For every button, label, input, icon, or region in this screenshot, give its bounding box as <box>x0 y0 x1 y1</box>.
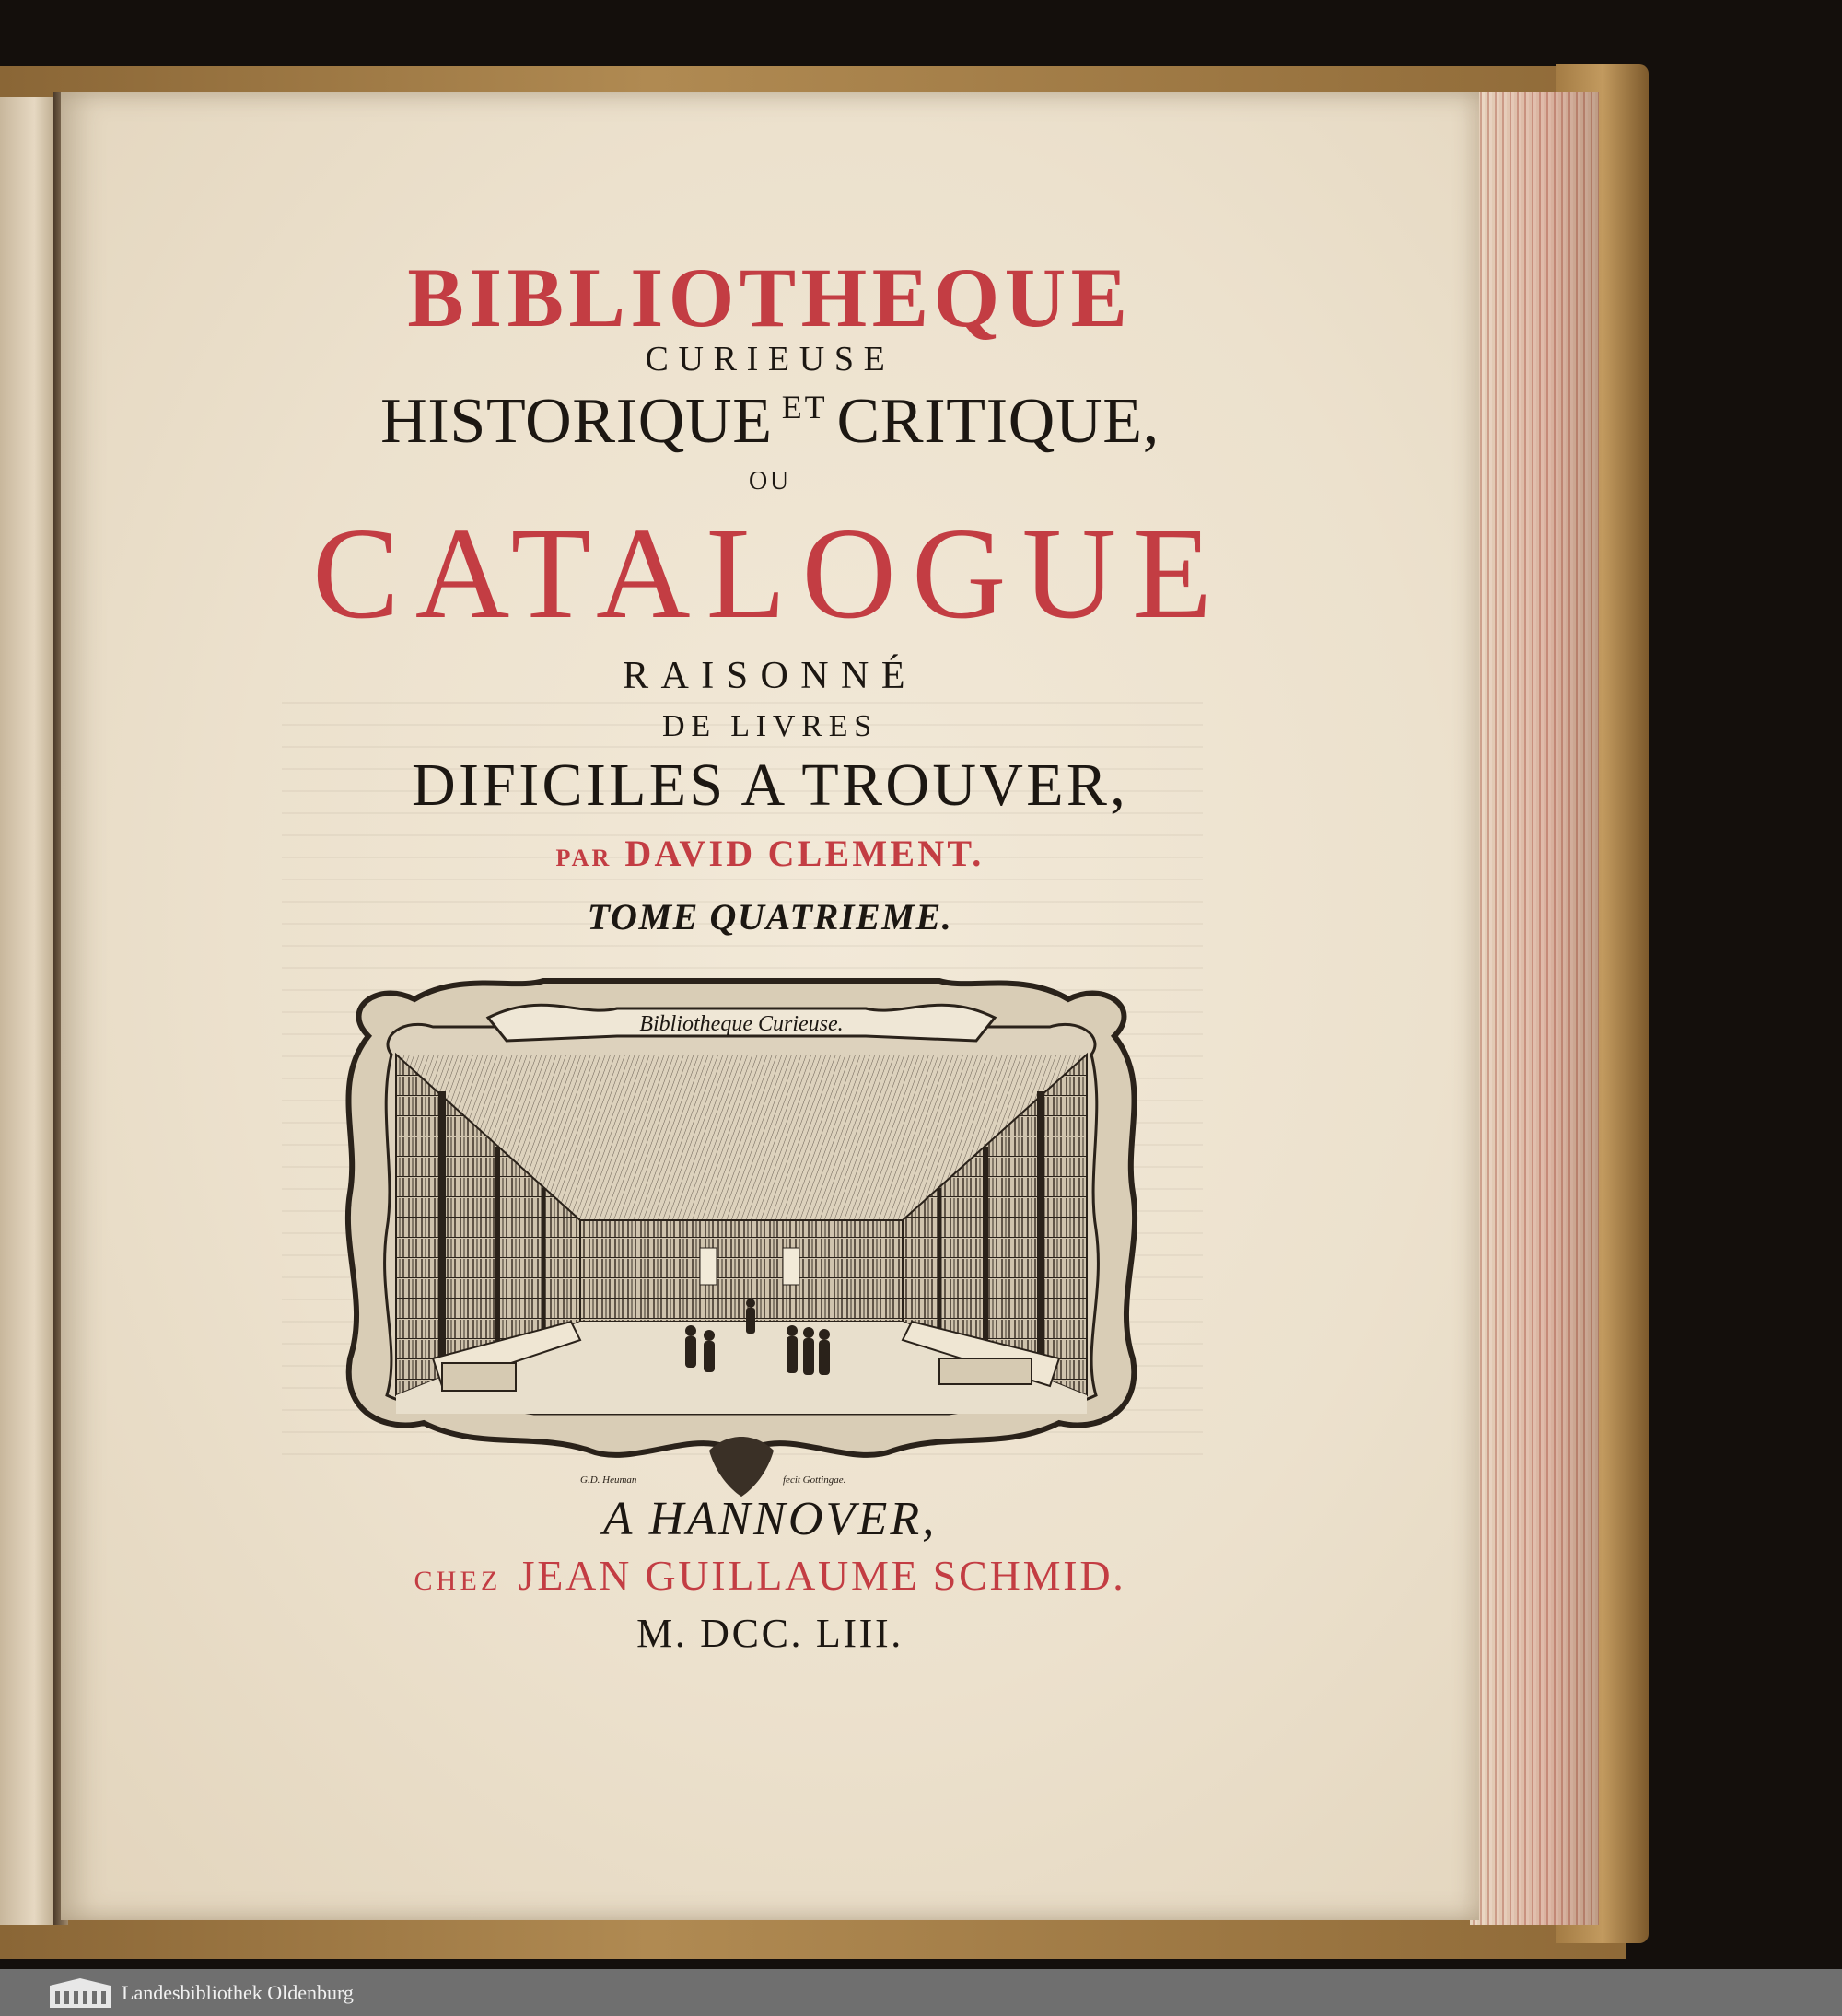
word-et: ET <box>781 389 828 425</box>
left-page-edge <box>0 97 59 1925</box>
author-line <box>61 832 1479 875</box>
engraver-credit-left: G.D. Heuman <box>580 1474 637 1486</box>
title-page <box>61 92 1479 1920</box>
imprint-place: A HANNOVER, <box>602 1493 938 1545</box>
imprint-year: M. DCC. LIII. <box>636 1611 904 1656</box>
library-building-icon <box>48 1976 112 2010</box>
word-par: PAR <box>555 845 612 871</box>
word-historique: HISTORIQUE <box>380 386 773 457</box>
line-dificiles: DIFICILES A TROUVER, <box>411 752 1128 819</box>
banner-text: Bibliotheque Curieuse. <box>639 1012 844 1036</box>
footer-bar <box>0 1969 1842 2016</box>
subtitle-historique-critique <box>61 385 1479 459</box>
imprint-publisher <box>61 1551 1479 1600</box>
publisher-name: JEAN GUILLAUME SCHMID. <box>518 1552 1126 1599</box>
word-critique: CRITIQUE, <box>836 386 1160 457</box>
title-bibliotheque: BIBLIOTHEQUE <box>407 251 1133 344</box>
word-raisonne: RAISONNÉ <box>623 655 917 697</box>
line-de-livres: DE LIVRES <box>661 709 879 743</box>
library-engraving <box>304 953 1179 1497</box>
title-catalogue: CATALOGUE <box>312 500 1228 646</box>
engraver-credit-right: fecit Gottingae. <box>783 1474 846 1486</box>
subtitle-curieuse: CURIEUSE <box>645 340 895 379</box>
word-ou: OU <box>748 467 792 495</box>
page-fore-edge <box>1470 92 1599 1925</box>
author-name: DAVID CLEMENT. <box>624 833 985 874</box>
footer-label: Landesbibliothek Oldenburg <box>122 1980 354 2004</box>
volume-line: TOME QUATRIEME. <box>587 896 953 938</box>
word-chez: CHEZ <box>414 1566 502 1596</box>
